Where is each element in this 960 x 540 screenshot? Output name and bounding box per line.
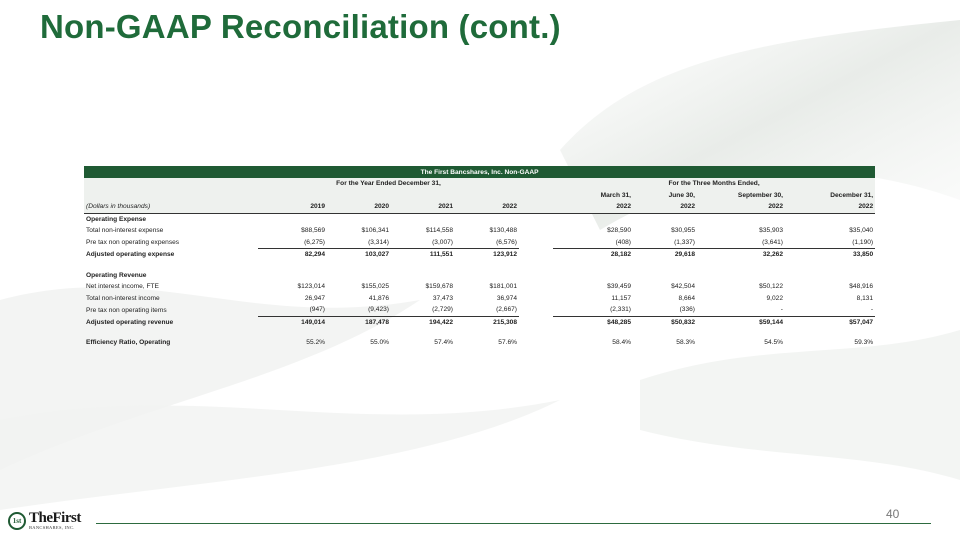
cell-value [258,213,327,225]
cell-value [785,213,875,225]
row-label: Pre tax non operating expenses [86,239,180,246]
row-label: Pre tax non operating items [86,306,167,314]
page-number: 40 [886,507,900,521]
quarter-month-row [84,190,875,202]
cell-value: $57,047 [849,318,874,326]
cell-value: 28,182 [610,251,631,259]
logo-seal-icon: 1st [8,512,26,530]
cell-value: (6,275) [258,237,327,249]
table-banner: The First Bancshares, Inc. Non-GAAP [84,166,875,178]
cell-value: $48,285 [607,318,631,326]
cell-value: - [785,304,875,316]
cell-value: 41,876 [368,294,389,302]
cell-value: 215,308 [493,318,517,326]
row-label: Operating Revenue [86,271,147,279]
cell-value: $28,590 [607,227,631,235]
row-label: Net interest income, FTE [86,283,159,291]
slide-title: Non-GAAP Reconciliation (cont.) [40,8,561,45]
non-gaap-reconciliation-table [84,166,875,349]
cell-value: 82,294 [304,251,325,259]
quarter-month-header: June 30, [633,190,697,202]
cell-value: 32,262 [762,251,783,259]
quarter-month-header: December 31, [785,190,875,202]
cell-value: $50,122 [759,283,783,291]
cell-value: 187,478 [365,318,389,326]
cell-value: (408) [553,237,633,249]
cell-value: $106,341 [361,227,389,235]
quarter-year-header: 2022 [553,201,633,213]
cell-value: $42,504 [671,283,695,291]
cell-value [785,328,875,337]
cell-value: - [697,304,785,316]
row-label: Total non-interest income [86,294,160,302]
cell-value: 57.4% [434,339,453,347]
cell-value [455,270,519,282]
cell-value: (2,729) [391,304,455,316]
row-label: Adjusted operating expense [86,251,175,258]
cell-value: $30,955 [671,227,695,235]
cell-value: 29,618 [674,251,695,259]
cell-value: (1,337) [633,237,697,249]
cell-value: $59,144 [759,318,783,326]
year-header-row [84,201,875,213]
cell-value: 11,157 [611,294,631,302]
cell-value: 55.2% [306,339,325,347]
cell-value: 9,022 [766,294,783,302]
year-header: 2022 [455,201,519,213]
table-row [84,237,875,249]
quarter-month-header: March 31, [553,190,633,202]
cell-value: 26,947 [304,294,325,302]
cell-value [553,328,633,337]
cell-value [553,213,633,225]
table-row [84,304,875,316]
table-row [84,225,875,237]
table-row [84,328,875,337]
cell-value [391,213,455,225]
cell-value [633,261,697,270]
company-logo [8,511,81,531]
table-row [84,281,875,293]
table-row [84,337,875,349]
cell-value [697,328,785,337]
cell-value [455,261,519,270]
row-label [84,328,258,337]
cell-value: $35,903 [759,227,783,235]
cell-value: $114,558 [425,227,453,235]
cell-value: (2,667) [455,304,519,316]
cell-value: (9,423) [327,304,391,316]
cell-value [697,213,785,225]
cell-value: $159,678 [425,283,453,291]
cell-value: 8,664 [678,294,695,302]
reconciliation-table-container [84,166,875,349]
cell-value: $35,040 [849,227,874,235]
cell-value: 194,422 [429,318,453,326]
cell-value [391,328,455,337]
row-label: Total non-interest expense [86,227,164,235]
cell-value: 36,974 [496,294,517,302]
cell-value: (3,314) [327,237,391,249]
cell-value: 8,131 [856,294,874,302]
cell-value: (336) [633,304,697,316]
cell-value: $88,569 [301,227,325,235]
quarter-year-header: 2022 [697,201,785,213]
cell-value: $48,916 [849,283,874,291]
quarter-year-header: 2022 [633,201,697,213]
cell-value [785,270,875,282]
cell-value: 58.4% [612,339,631,347]
cell-value: (2,331) [553,304,633,316]
table-row [84,249,875,261]
table-row [84,270,875,282]
cell-value [391,261,455,270]
cell-value [258,328,327,337]
cell-value [633,328,697,337]
cell-value: 54.5% [764,339,783,347]
cell-value: 111,551 [429,251,453,259]
table-row [84,316,875,328]
cell-value [455,328,519,337]
cell-value: (1,190) [785,237,875,249]
cell-value [258,270,327,282]
cell-value: 59.3% [854,339,874,347]
cell-value: (6,576) [455,237,519,249]
cell-value: $130,488 [489,227,517,235]
cell-value: 37,473 [432,294,453,302]
cell-value [697,270,785,282]
year-header: 2019 [258,201,327,213]
row-label [84,261,258,270]
table-row [84,261,875,270]
cell-value [327,213,391,225]
cell-value [258,261,327,270]
cell-value: 58.3% [676,339,695,347]
cell-value: 55.0% [370,339,389,347]
cell-value [697,261,785,270]
cell-value [327,328,391,337]
year-header: 2020 [327,201,391,213]
units-label: (Dollars in thousands) [84,201,258,213]
row-label: Adjusted operating revenue [86,318,174,326]
cell-value: (3,641) [697,237,785,249]
cell-value: 149,014 [301,318,325,326]
cell-value: $50,832 [671,318,695,326]
cell-value [553,270,633,282]
cell-value [553,261,633,270]
cell-value: $39,459 [607,283,631,291]
footer-divider [96,523,931,524]
cell-value: (947) [258,304,327,316]
cell-value: 33,850 [852,251,874,259]
year-header: 2021 [391,201,455,213]
cell-value: 103,027 [365,251,389,259]
quarter-month-header: September 30, [697,190,785,202]
table-banner-row [84,166,875,178]
group-header-row [84,178,875,190]
quarter-year-header: 2022 [785,201,875,213]
cell-value: $155,025 [361,283,389,291]
cell-value: 57.6% [498,339,517,347]
logo-wordmark: TheFirst [29,510,81,526]
cell-value [327,261,391,270]
table-body [84,213,875,349]
row-label: Efficiency Ratio, Operating [86,339,171,347]
logo-subtitle: BANCSHARES, INC. [29,525,75,530]
cell-value [455,213,519,225]
row-label: Operating Expense [86,215,147,223]
cell-value: (3,007) [391,237,455,249]
cell-value: $123,014 [297,283,325,291]
year-group-header: For the Year Ended December 31, [258,178,519,190]
cell-value [633,270,697,282]
table-row [84,213,875,225]
cell-value [785,261,875,270]
quarter-group-header: For the Three Months Ended, [553,178,875,190]
cell-value [391,270,455,282]
cell-value [327,270,391,282]
cell-value: $181,001 [489,283,517,291]
cell-value: 123,912 [493,251,517,259]
cell-value [633,213,697,225]
table-row [84,293,875,305]
